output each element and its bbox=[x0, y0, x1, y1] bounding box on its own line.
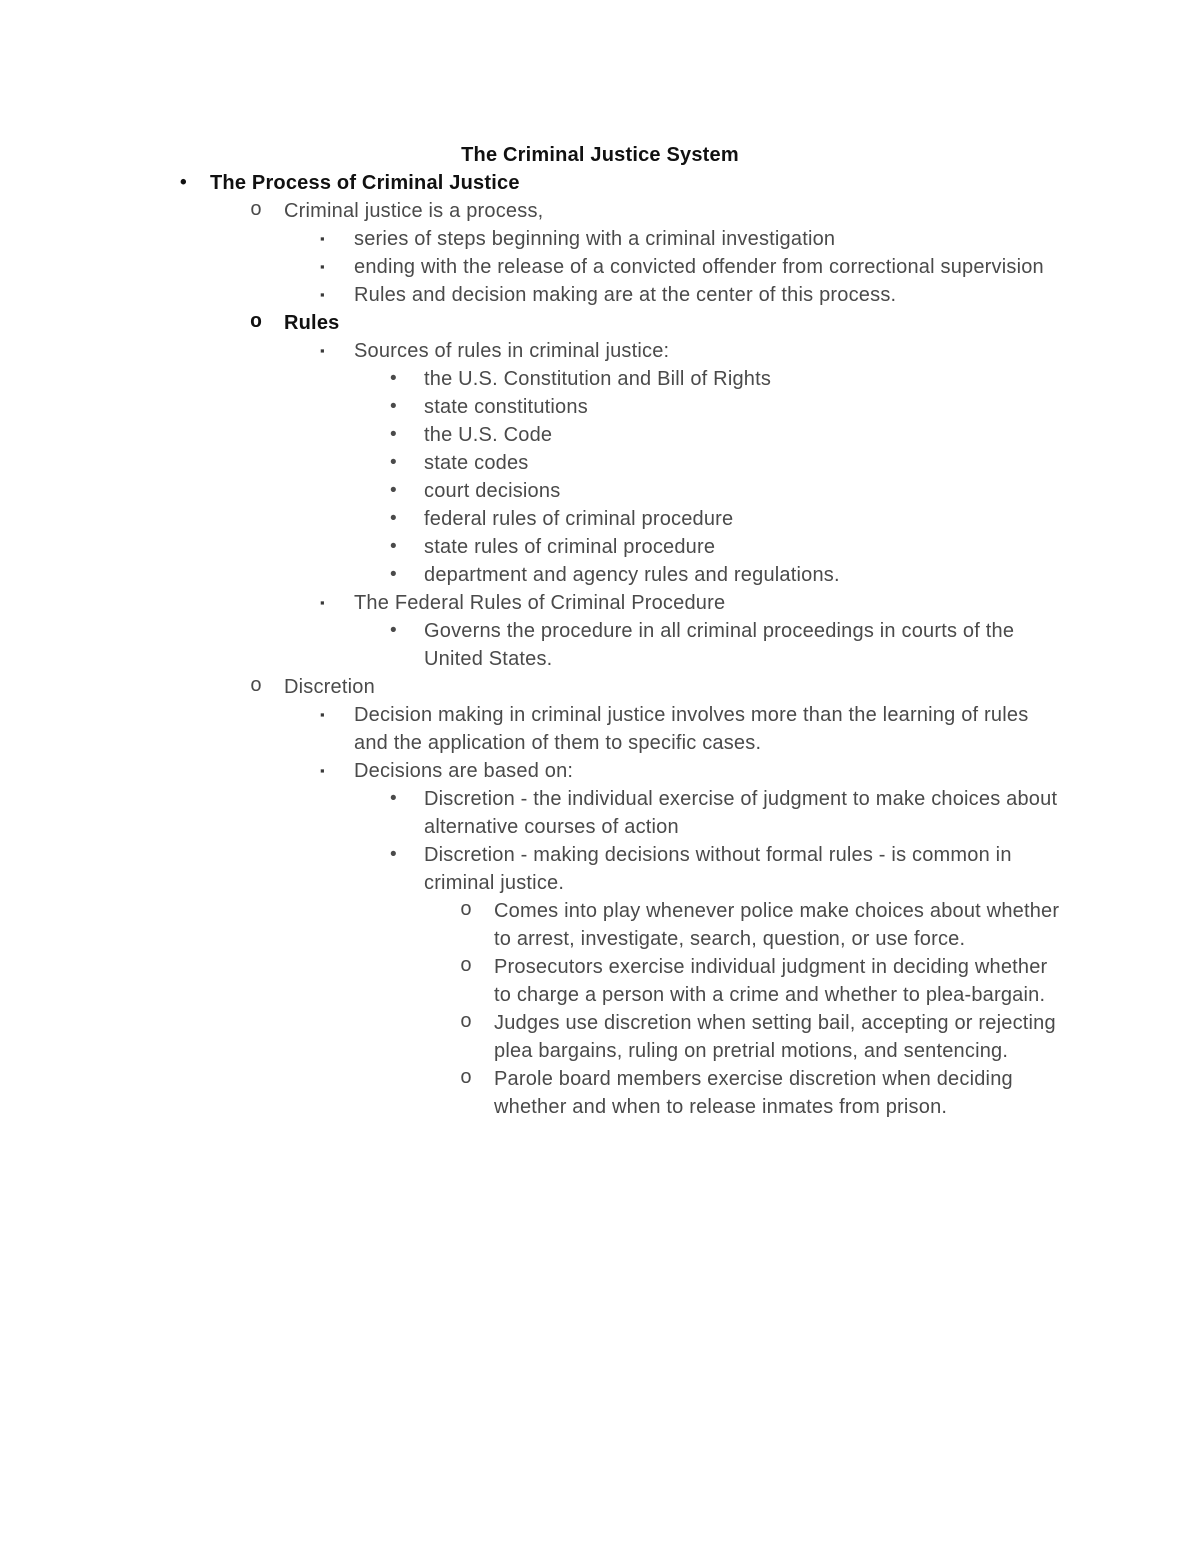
outline-list bbox=[180, 169, 1060, 1121]
outline-text: ending with the release of a convicted offender from correctional supervision bbox=[354, 256, 1044, 278]
outline-item bbox=[250, 673, 1060, 701]
outline-text: Prosecutors exercise individual judgment in deciding whether to charge a person with a crime and whether to plea-bargain. bbox=[494, 956, 1048, 1006]
outline-text: federal rules of criminal procedure bbox=[424, 508, 734, 530]
outline-text: series of steps beginning with a criminal investigation bbox=[354, 228, 836, 250]
outline-text: Discretion - the individual exercise of judgment to make choices about alternative courses of action bbox=[424, 788, 1058, 838]
square-marker: ▪ bbox=[320, 231, 325, 246]
outline-item bbox=[250, 309, 1060, 337]
outline-text: Rules bbox=[284, 312, 340, 334]
document-title: The Criminal Justice System bbox=[461, 144, 739, 166]
square-marker: ▪ bbox=[320, 287, 325, 302]
bullet-marker: • bbox=[390, 396, 397, 417]
square-marker: ▪ bbox=[320, 763, 325, 778]
outline-text: department and agency rules and regulations. bbox=[424, 564, 840, 586]
outline-item bbox=[460, 1065, 1060, 1121]
outline-text: Decisions are based on: bbox=[354, 760, 574, 782]
bullet-marker: • bbox=[390, 620, 397, 641]
outline-item bbox=[320, 225, 1060, 253]
outline-item bbox=[320, 337, 1060, 365]
outline-text: The Process of Criminal Justice bbox=[210, 172, 520, 194]
o-marker: o bbox=[250, 311, 263, 334]
bullet-marker: • bbox=[390, 508, 397, 529]
outline-text: Discretion bbox=[284, 676, 375, 698]
square-marker: ▪ bbox=[320, 595, 325, 610]
outline-text: Judges use discretion when setting bail, accepting or rejecting plea bargains, ruling on pretrial motions, and sentencing. bbox=[494, 1012, 1056, 1062]
outline-item bbox=[460, 897, 1060, 953]
square-marker: ▪ bbox=[320, 259, 325, 274]
outline-item bbox=[320, 757, 1060, 785]
outline-item bbox=[460, 1009, 1060, 1065]
outline-item bbox=[390, 841, 1060, 897]
outline-text: Governs the procedure in all criminal proceedings in courts of the United States. bbox=[424, 620, 1015, 670]
outline-item bbox=[390, 561, 1060, 589]
outline-item bbox=[390, 365, 1060, 393]
outline-item bbox=[180, 169, 1060, 197]
bullet-marker: • bbox=[390, 844, 397, 865]
square-marker: ▪ bbox=[320, 707, 325, 722]
outline-text: state codes bbox=[424, 452, 529, 474]
outline-text: Decision making in criminal justice involves more than the learning of rules and the application of them to specific cases. bbox=[354, 704, 1029, 754]
o-marker: o bbox=[250, 199, 263, 222]
outline-text: state rules of criminal procedure bbox=[424, 536, 716, 558]
bullet-marker: • bbox=[390, 452, 397, 473]
outline-text: the U.S. Code bbox=[424, 424, 553, 446]
outline-text: the U.S. Constitution and Bill of Rights bbox=[424, 368, 772, 390]
bullet-marker: • bbox=[390, 564, 397, 585]
outline-item bbox=[390, 533, 1060, 561]
bullet-marker: • bbox=[390, 788, 397, 809]
outline-text: Comes into play whenever police make choices about whether to arrest, investigate, search, question, or use force. bbox=[494, 900, 1060, 950]
outline-text: Sources of rules in criminal justice: bbox=[354, 340, 670, 362]
o-marker: o bbox=[460, 955, 473, 978]
outline-text: court decisions bbox=[424, 480, 561, 502]
outline-text: Parole board members exercise discretion when deciding whether and when to release inmates from prison. bbox=[494, 1068, 1013, 1118]
outline-text: Rules and decision making are at the center of this process. bbox=[354, 284, 897, 306]
outline-text: state constitutions bbox=[424, 396, 588, 418]
outline-item bbox=[390, 393, 1060, 421]
outline-text: Discretion - making decisions without formal rules - is common in criminal justice. bbox=[424, 844, 1012, 894]
outline-item bbox=[390, 449, 1060, 477]
o-marker: o bbox=[460, 899, 473, 922]
outline-item bbox=[390, 421, 1060, 449]
outline-item bbox=[320, 253, 1060, 281]
outline-text: Criminal justice is a process, bbox=[284, 200, 544, 222]
bullet-marker: • bbox=[390, 480, 397, 501]
o-marker: o bbox=[250, 675, 263, 698]
o-marker: o bbox=[460, 1011, 473, 1034]
o-marker: o bbox=[460, 1067, 473, 1090]
outline-item bbox=[390, 505, 1060, 533]
bullet-marker: • bbox=[390, 424, 397, 445]
outline-item bbox=[320, 701, 1060, 757]
bullet-marker: • bbox=[390, 536, 397, 557]
outline-item bbox=[460, 953, 1060, 1009]
outline-item bbox=[390, 617, 1060, 673]
bullet-marker: • bbox=[180, 172, 187, 193]
outline-text: The Federal Rules of Criminal Procedure bbox=[354, 592, 726, 614]
bullet-marker: • bbox=[390, 368, 397, 389]
outline-item bbox=[250, 197, 1060, 225]
outline-item bbox=[320, 281, 1060, 309]
outline-item bbox=[390, 785, 1060, 841]
outline-item bbox=[390, 477, 1060, 505]
square-marker: ▪ bbox=[320, 343, 325, 358]
outline-item bbox=[320, 589, 1060, 617]
